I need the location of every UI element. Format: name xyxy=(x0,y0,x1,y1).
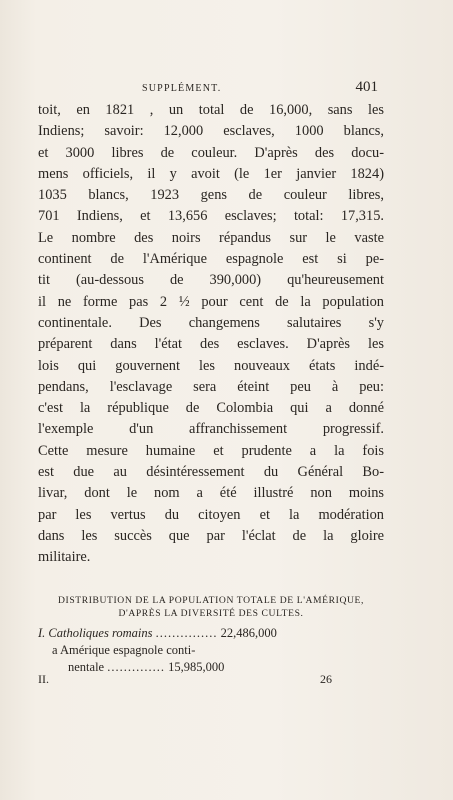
entry-catholiques xyxy=(38,625,384,642)
entry-label: I. Catholiques romains xyxy=(38,626,153,640)
running-head xyxy=(38,79,378,96)
text-line: l'exemple d'un affranchissement progressif. xyxy=(38,421,384,438)
volume-marker: II. xyxy=(38,672,49,686)
text-line: livar, dont le nom a été illustré non moins xyxy=(38,485,384,502)
text-line: Cette mesure humaine et prudente a la fois xyxy=(38,442,384,459)
text-line: continent de l'Amérique espagnole est si pe- xyxy=(38,251,384,268)
body-paragraph xyxy=(38,100,384,569)
section-title-line-2: D'APRÈS LA DIVERSITÉ DES CULTES. xyxy=(118,608,304,619)
text-line: Indiens; savoir: 12,000 esclaves, 1000 blancs, xyxy=(38,123,384,140)
running-head-title: SUPPLÉMENT. xyxy=(142,83,222,94)
section-title-line-1: DISTRIBUTION DE LA POPULATION TOTALE DE L'AMÉRIQUE, xyxy=(58,595,364,606)
entry-label: nentale xyxy=(68,660,105,674)
text-line: tit (au-dessous de 390,000) qu'heureusement xyxy=(38,272,384,289)
entry-amerique-espagnole xyxy=(38,642,384,659)
entry-value: 15,985,000 xyxy=(168,660,225,674)
text-line: c'est la république de Colombia qui a donné xyxy=(38,400,384,417)
page-footer xyxy=(38,672,384,687)
distribution-section xyxy=(38,594,384,676)
text-line: 1035 blancs, 1923 gens de couleur libres, xyxy=(38,187,384,204)
text-line: continentale. Des changemens salutaires s'y xyxy=(38,314,384,331)
leader-dots: ............... xyxy=(155,626,218,640)
text-line: et 3000 libres de couleur. D'après des docu- xyxy=(38,144,384,161)
page-number: 401 xyxy=(355,79,378,95)
text-line: par les vertus du citoyen et la modération xyxy=(38,506,384,523)
entry-label: a Amérique espagnole conti- xyxy=(52,643,196,657)
text-line: pendans, l'esclavage sera éteint peu à peu: xyxy=(38,378,384,395)
text-line: préparent dans l'état des esclaves. D'après les xyxy=(38,336,384,353)
text-line: il ne forme pas 2 ½ pour cent de la population xyxy=(38,293,384,310)
signature-mark: 26 xyxy=(320,672,332,686)
leader-dots: .............. xyxy=(107,660,165,674)
text-line: mens officiels, il y avoit (le 1er janvier 1824) xyxy=(38,165,384,182)
entry-value: 22,486,000 xyxy=(220,626,277,640)
text-line: dans les succès que par l'éclat de la gloire xyxy=(38,527,384,544)
text-line: est due au désintéressement du Général Bo- xyxy=(38,464,384,481)
text-line: militaire. xyxy=(38,549,91,566)
text-line: 701 Indiens, et 13,656 esclaves; total: 17,315. xyxy=(38,208,384,225)
text-line: Le nombre des noirs répandus sur le vaste xyxy=(38,229,384,246)
text-line: toit, en 1821 , un total de 16,000, sans les xyxy=(38,102,384,118)
text-line: lois qui gouvernent les nouveaux états indé- xyxy=(38,357,384,374)
